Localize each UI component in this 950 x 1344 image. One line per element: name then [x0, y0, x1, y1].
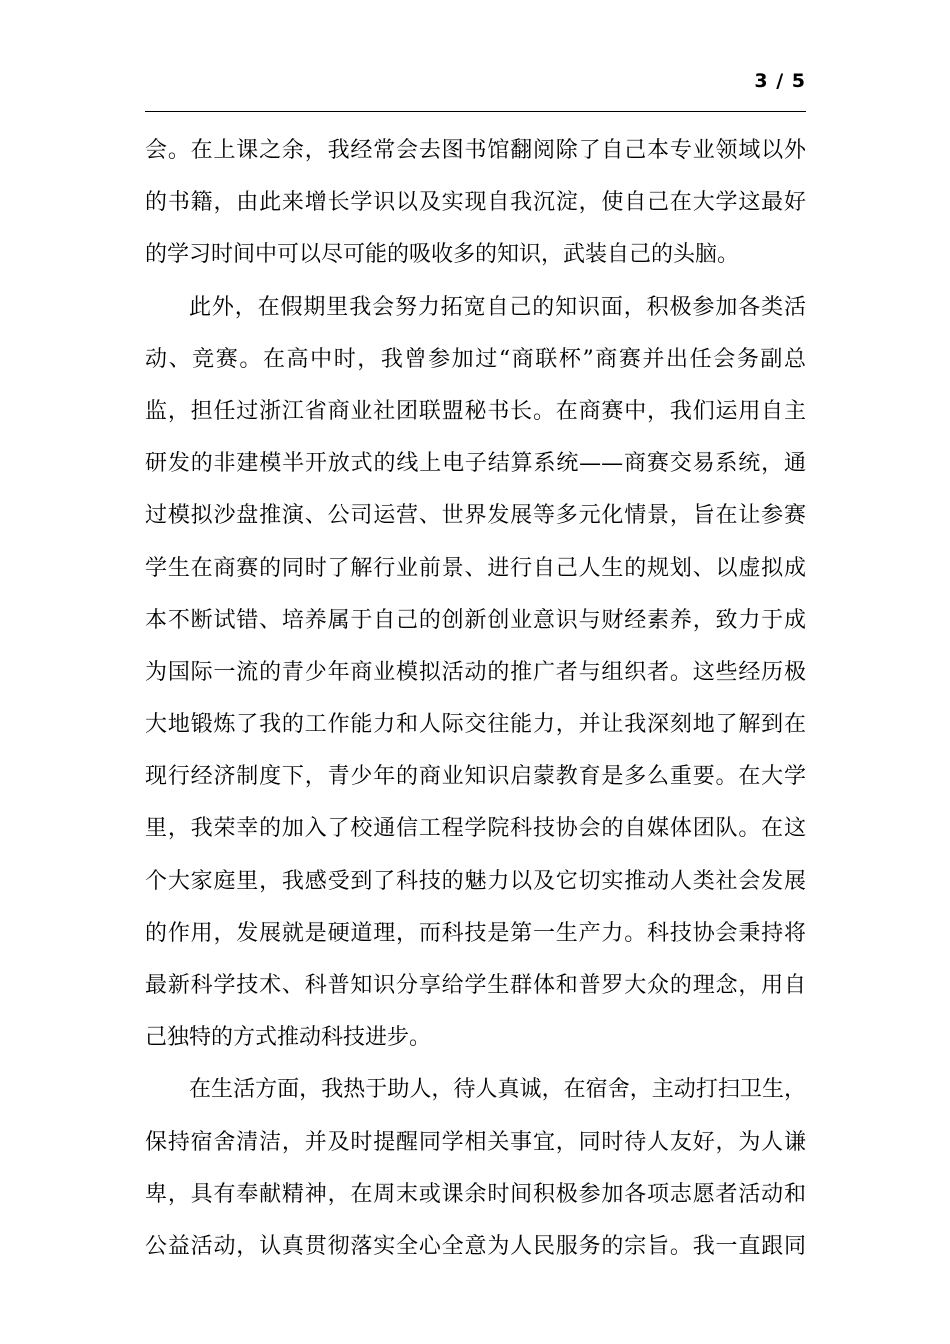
text-line: 在生活方面，我热于助人，待人真诚，在宿舍，主动打扫卫生， — [189, 1077, 806, 1103]
paragraph — [145, 125, 806, 282]
text-line: 卑，具有奉献精神，在周末或课余时间积极参加各项志愿者活动和 — [145, 1181, 806, 1207]
text-line: 最新科学技术、科普知识分享给学生群体和普罗大众的理念，用自 — [145, 973, 806, 998]
text-line: 大地锻炼了我的工作能力和人际交往能力，并让我深刻地了解到在 — [145, 712, 806, 738]
text-line: 为国际一流的青少年商业模拟活动的推广者与组织者。这些经历极 — [145, 659, 806, 685]
text-line: 学生在商赛的同时了解行业前景、进行自己人生的规划、以虚拟成 — [145, 555, 806, 581]
text-line: 个大家庭里，我感受到了科技的魅力以及它切实推动人类社会发展 — [145, 868, 806, 894]
text-line: 研发的非建模半开放式的线上电子结算系统——商赛交易系统，通 — [145, 451, 806, 477]
text-line: 本不断试错、培养属于自己的创新创业意识与财经素养，致力于成 — [145, 607, 806, 633]
text-line: 过模拟沙盘推演、公司运营、世界发展等多元化情景，旨在让参赛 — [145, 503, 806, 529]
text-line: 会。在上课之余，我经常会去图书馆翻阅除了自己本专业领域以外 — [145, 138, 806, 163]
text-line: 监，担任过浙江省商业社团联盟秘书长。在商赛中，我们运用自主 — [145, 398, 806, 424]
text-line: 保持宿舍清洁，并及时提醒同学相关事宜，同时待人友好，为人谦 — [145, 1129, 806, 1155]
text-line: 里，我荣幸的加入了校通信工程学院科技协会的自媒体团队。在这 — [145, 816, 806, 842]
paragraph — [145, 282, 806, 1065]
text-line: 现行经济制度下，青少年的商业知识启蒙教育是多么重要。在大学 — [145, 764, 806, 790]
text-line: 的学习时间中可以尽可能的吸收多的知识，武装自己的头脑。 — [145, 242, 740, 268]
text-line: 动、竞赛。在高中时，我曾参加过“商联杯”商赛并出任会务副总 — [145, 346, 806, 372]
text-line: 此外，在假期里我会努力拓宽自己的知识面，积极参加各类活 — [189, 294, 806, 320]
text-line: 的作用，发展就是硬道理，而科技是第一生产力。科技协会秉持将 — [145, 920, 806, 946]
text-line: 的书籍，由此来增长学识以及实现自我沉淀，使自己在大学这最好 — [145, 190, 806, 216]
text-line: 己独特的方式推动科技进步。 — [145, 1025, 432, 1051]
text-line: 公益活动，认真贯彻落实全心全意为人民服务的宗旨。我一直跟同 — [145, 1233, 806, 1259]
page-number: 3 / 5 — [754, 70, 806, 92]
header-rule — [145, 111, 806, 112]
paragraph — [145, 1064, 806, 1273]
document-body — [145, 125, 806, 1273]
